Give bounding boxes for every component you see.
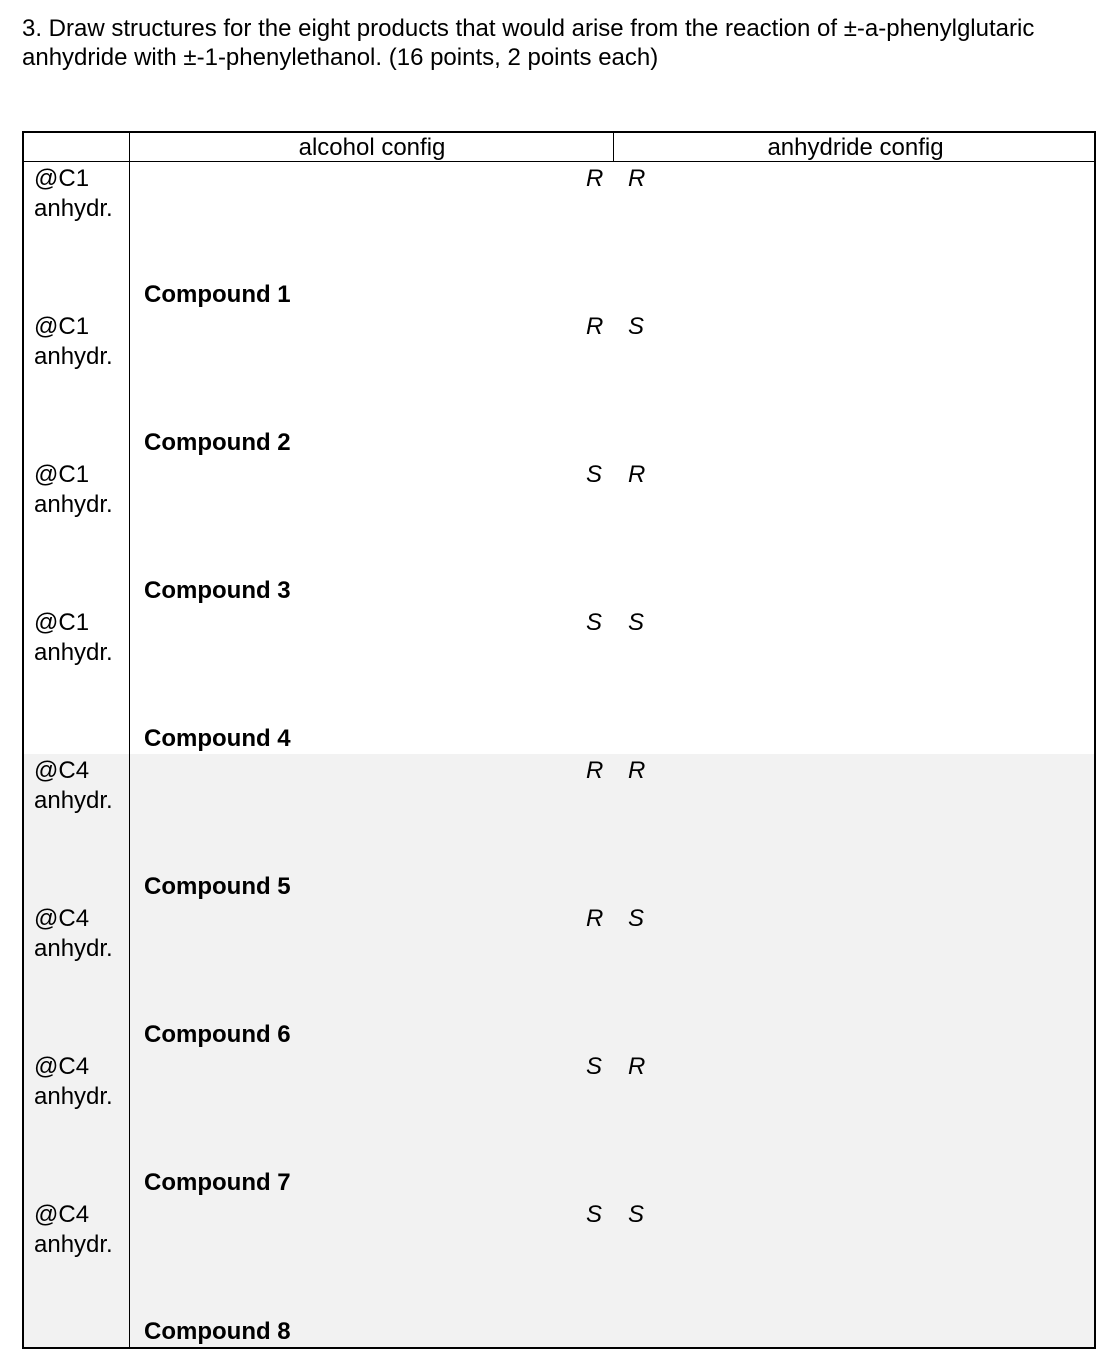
table-row-compound-5[interactable] [22, 754, 1096, 903]
table-row-compound-6[interactable] [22, 902, 1096, 1051]
site-position: @C4 [34, 757, 90, 784]
row-site-label [24, 1198, 130, 1347]
anhydride-config-value: R [628, 461, 646, 488]
row-site-label [24, 458, 130, 606]
header-blank-cell [24, 133, 130, 161]
site-position: @C1 [34, 609, 90, 636]
header-alcohol-config: alcohol config [131, 133, 614, 161]
compound-label: Compound 4 [144, 725, 291, 752]
compound-label: Compound 7 [144, 1169, 291, 1196]
alcohol-config-value: R [586, 905, 604, 932]
site-sub-label: anhydr. [34, 343, 113, 370]
site-sub-label: anhydr. [34, 935, 113, 962]
table-row-compound-4[interactable] [22, 606, 1096, 755]
alcohol-config-value: R [586, 165, 604, 192]
anhydride-config-value: R [628, 757, 646, 784]
compound-label: Compound 1 [144, 281, 291, 308]
site-sub-label: anhydr. [34, 1083, 113, 1110]
question-line-2: anhydride with ±-1-phenylethanol. (16 points, 2 points each) [22, 44, 659, 71]
anhydride-config-value: R [628, 1053, 646, 1080]
compound-label: Compound 3 [144, 577, 291, 604]
header-anhydride-config: anhydride config [767, 134, 944, 161]
row-site-label [24, 902, 130, 1050]
row-site-label [24, 310, 130, 458]
site-sub-label: anhydr. [34, 787, 113, 814]
table-row-compound-1[interactable] [22, 162, 1096, 311]
table-row-compound-8[interactable] [22, 1198, 1096, 1349]
site-sub-label: anhydr. [34, 491, 113, 518]
anhydride-config-value: R [628, 165, 646, 192]
anhydride-config-value: S [628, 609, 645, 636]
alcohol-config-value: R [586, 757, 604, 784]
row-site-label [24, 606, 130, 754]
alcohol-config-value: S [586, 1201, 603, 1228]
row-site-label [24, 1050, 130, 1198]
row-site-label [24, 754, 130, 902]
alcohol-config-value: S [586, 461, 603, 488]
table-row-compound-3[interactable] [22, 458, 1096, 607]
alcohol-config-value: S [586, 1053, 603, 1080]
site-position: @C1 [34, 313, 90, 340]
site-position: @C1 [34, 165, 90, 192]
site-sub-label: anhydr. [34, 195, 113, 222]
question-prompt [22, 14, 1112, 72]
compound-label: Compound 8 [144, 1318, 291, 1345]
anhydride-config-value: S [628, 905, 645, 932]
question-line-1: 3. Draw structures for the eight products that would arise from the reaction of ±-a-phenylglutaric [22, 15, 1035, 42]
site-sub-label: anhydr. [34, 639, 113, 666]
site-position: @C4 [34, 905, 90, 932]
table-header-row [22, 131, 1096, 162]
row-site-label [24, 162, 130, 310]
table-row-compound-7[interactable] [22, 1050, 1096, 1199]
site-position: @C1 [34, 461, 90, 488]
site-position: @C4 [34, 1201, 90, 1228]
compound-label: Compound 2 [144, 429, 291, 456]
compound-label: Compound 5 [144, 873, 291, 900]
anhydride-config-value: S [628, 1201, 645, 1228]
site-position: @C4 [34, 1053, 90, 1080]
alcohol-config-value: S [586, 609, 603, 636]
alcohol-config-value: R [586, 313, 604, 340]
structure-worksheet-table [22, 131, 1096, 1349]
anhydride-config-value: S [628, 313, 645, 340]
site-sub-label: anhydr. [34, 1231, 113, 1258]
table-row-compound-2[interactable] [22, 310, 1096, 459]
compound-label: Compound 6 [144, 1021, 291, 1048]
